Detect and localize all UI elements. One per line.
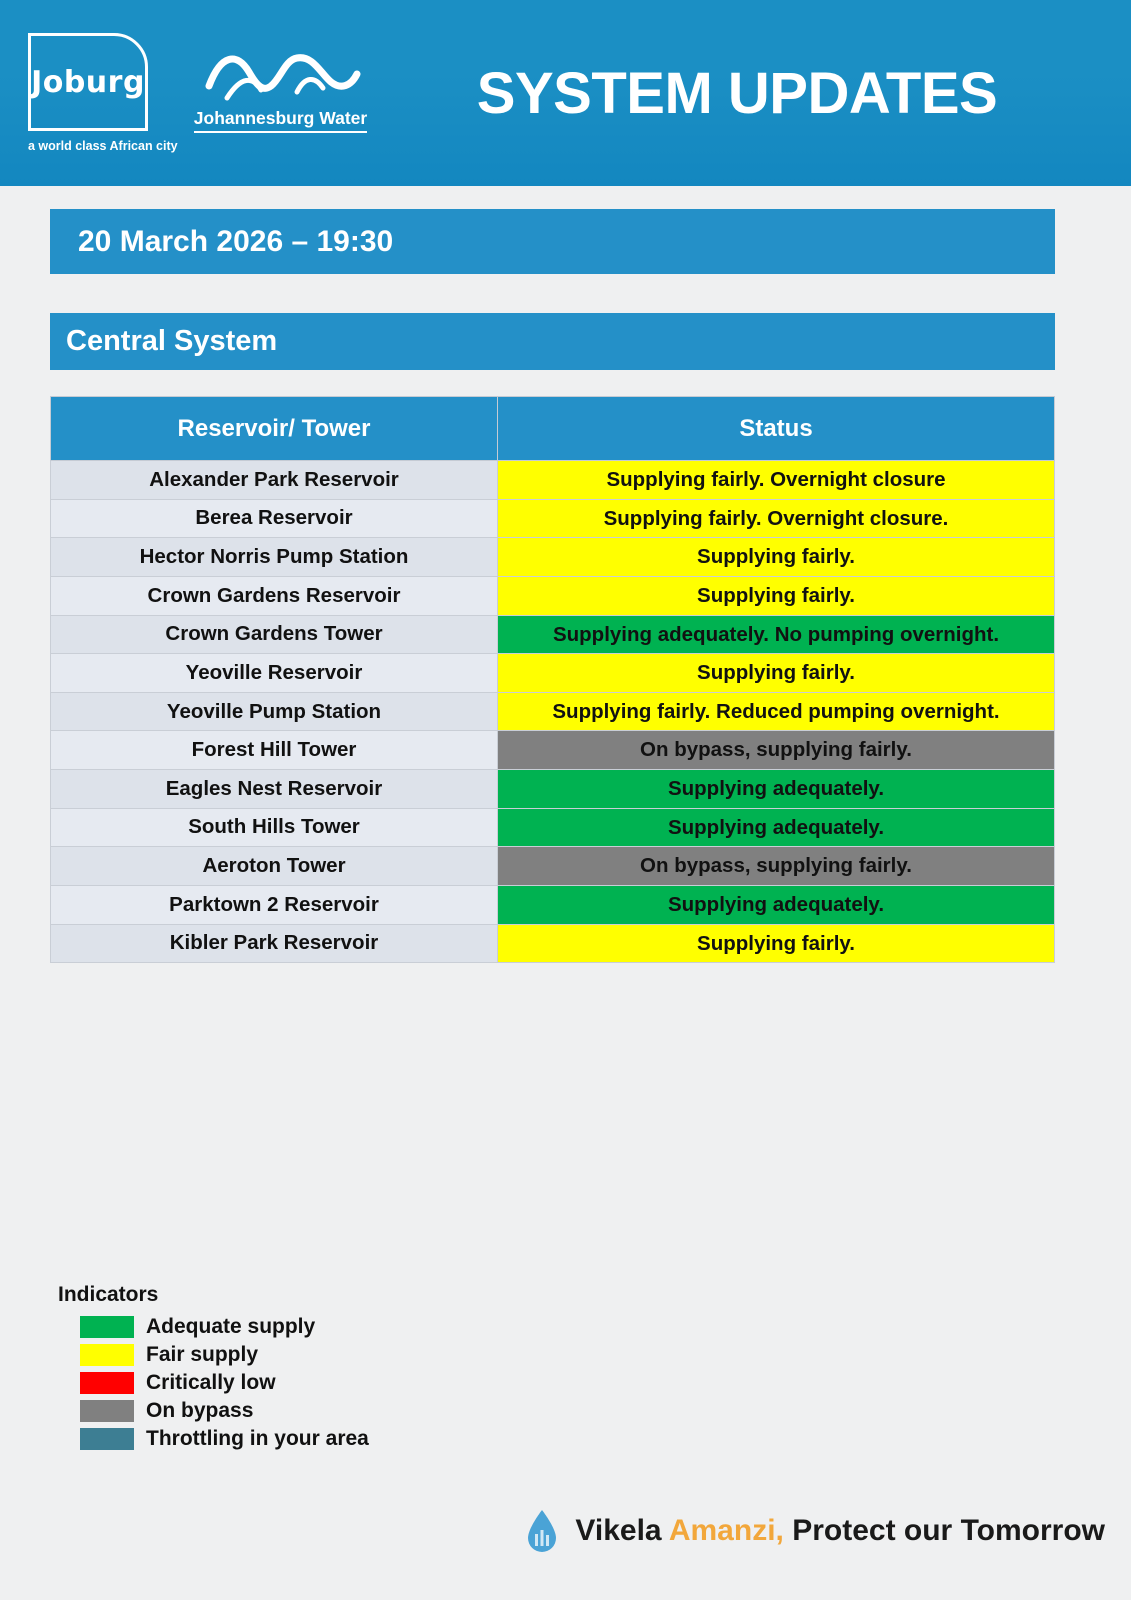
indicator-row <box>58 1313 658 1341</box>
reservoir-name-cell: Crown Gardens Tower <box>51 615 498 654</box>
joburg-badge-icon <box>28 33 148 131</box>
reservoir-name-cell: Alexander Park Reservoir <box>51 461 498 500</box>
status-cell: Supplying fairly. Overnight closure <box>498 461 1055 500</box>
reservoir-name-cell: Yeoville Pump Station <box>51 692 498 731</box>
reservoir-name-cell: Yeoville Reservoir <box>51 654 498 693</box>
status-cell: Supplying fairly. Reduced pumping overnight. <box>498 692 1055 731</box>
page-footer <box>0 1508 1131 1554</box>
status-cell: Supplying fairly. <box>498 654 1055 693</box>
indicator-row <box>58 1369 658 1397</box>
reservoir-name-cell: South Hills Tower <box>51 808 498 847</box>
system-bar <box>50 313 1055 370</box>
status-cell: Supplying adequately. No pumping overnight. <box>498 615 1055 654</box>
footer-slogan-part1: Vikela <box>575 1514 669 1547</box>
column-header-reservoir: Reservoir/ Tower <box>51 397 498 461</box>
table-row <box>51 692 1055 731</box>
indicator-swatch <box>80 1428 134 1450</box>
indicator-row <box>58 1341 658 1369</box>
status-cell: Supplying fairly. <box>498 538 1055 577</box>
indicator-swatch <box>80 1344 134 1366</box>
indicator-label: Adequate supply <box>146 1315 316 1338</box>
joburg-logo <box>28 33 178 153</box>
table-row <box>51 770 1055 809</box>
johannesburg-water-logo <box>188 46 373 133</box>
reservoir-status-table <box>50 396 1055 963</box>
indicator-label: On bypass <box>146 1399 254 1422</box>
status-cell: On bypass, supplying fairly. <box>498 731 1055 770</box>
table-row <box>51 808 1055 847</box>
water-wave-icon <box>201 46 361 108</box>
indicator-swatch <box>80 1316 134 1338</box>
indicator-label: Throttling in your area <box>146 1427 369 1450</box>
status-cell: Supplying fairly. <box>498 576 1055 615</box>
indicator-label: Critically low <box>146 1371 276 1394</box>
reservoir-name-cell: Aeroton Tower <box>51 847 498 886</box>
date-text: 20 March 2026 – 19:30 <box>78 224 394 258</box>
table-row <box>51 654 1055 693</box>
status-cell: Supplying adequately. <box>498 808 1055 847</box>
status-cell: Supplying adequately. <box>498 770 1055 809</box>
status-cell: Supplying adequately. <box>498 885 1055 924</box>
reservoir-name-cell: Hector Norris Pump Station <box>51 538 498 577</box>
page-title: SYSTEM UPDATES <box>476 60 998 126</box>
table-row <box>51 924 1055 963</box>
system-name: Central System <box>66 325 278 357</box>
reservoir-name-cell: Kibler Park Reservoir <box>51 924 498 963</box>
table-row <box>51 615 1055 654</box>
status-cell: Supplying fairly. Overnight closure. <box>498 499 1055 538</box>
table-row <box>51 847 1055 886</box>
table-row <box>51 499 1055 538</box>
indicator-swatch <box>80 1400 134 1422</box>
table-row <box>51 538 1055 577</box>
reservoir-name-cell: Berea Reservoir <box>51 499 498 538</box>
footer-slogan <box>575 1514 1105 1548</box>
table-row <box>51 576 1055 615</box>
joburg-logo-text: Joburg <box>31 64 145 100</box>
table-header-row <box>51 397 1055 461</box>
indicator-label: Fair supply <box>146 1343 259 1366</box>
table-row <box>51 885 1055 924</box>
reservoir-name-cell: Forest Hill Tower <box>51 731 498 770</box>
indicator-row <box>58 1425 658 1453</box>
date-bar <box>50 209 1055 274</box>
table-row <box>51 731 1055 770</box>
indicators-title: Indicators <box>58 1283 159 1306</box>
reservoir-name-cell: Parktown 2 Reservoir <box>51 885 498 924</box>
indicator-swatch <box>80 1372 134 1394</box>
joburg-tagline: a world class African city <box>28 139 178 153</box>
water-drop-icon <box>525 1508 559 1554</box>
reservoir-name-cell: Crown Gardens Reservoir <box>51 576 498 615</box>
footer-slogan-part2: Protect our Tomorrow <box>783 1514 1105 1547</box>
indicators-legend <box>58 1283 658 1453</box>
status-cell: On bypass, supplying fairly. <box>498 847 1055 886</box>
page-header <box>0 0 1131 186</box>
indicator-row <box>58 1397 658 1425</box>
status-cell: Supplying fairly. <box>498 924 1055 963</box>
jw-logo-text: Johannesburg Water <box>194 108 367 133</box>
footer-slogan-accent: Amanzi, <box>668 1514 784 1547</box>
reservoir-name-cell: Eagles Nest Reservoir <box>51 770 498 809</box>
column-header-status: Status <box>498 397 1055 461</box>
table-row <box>51 461 1055 500</box>
